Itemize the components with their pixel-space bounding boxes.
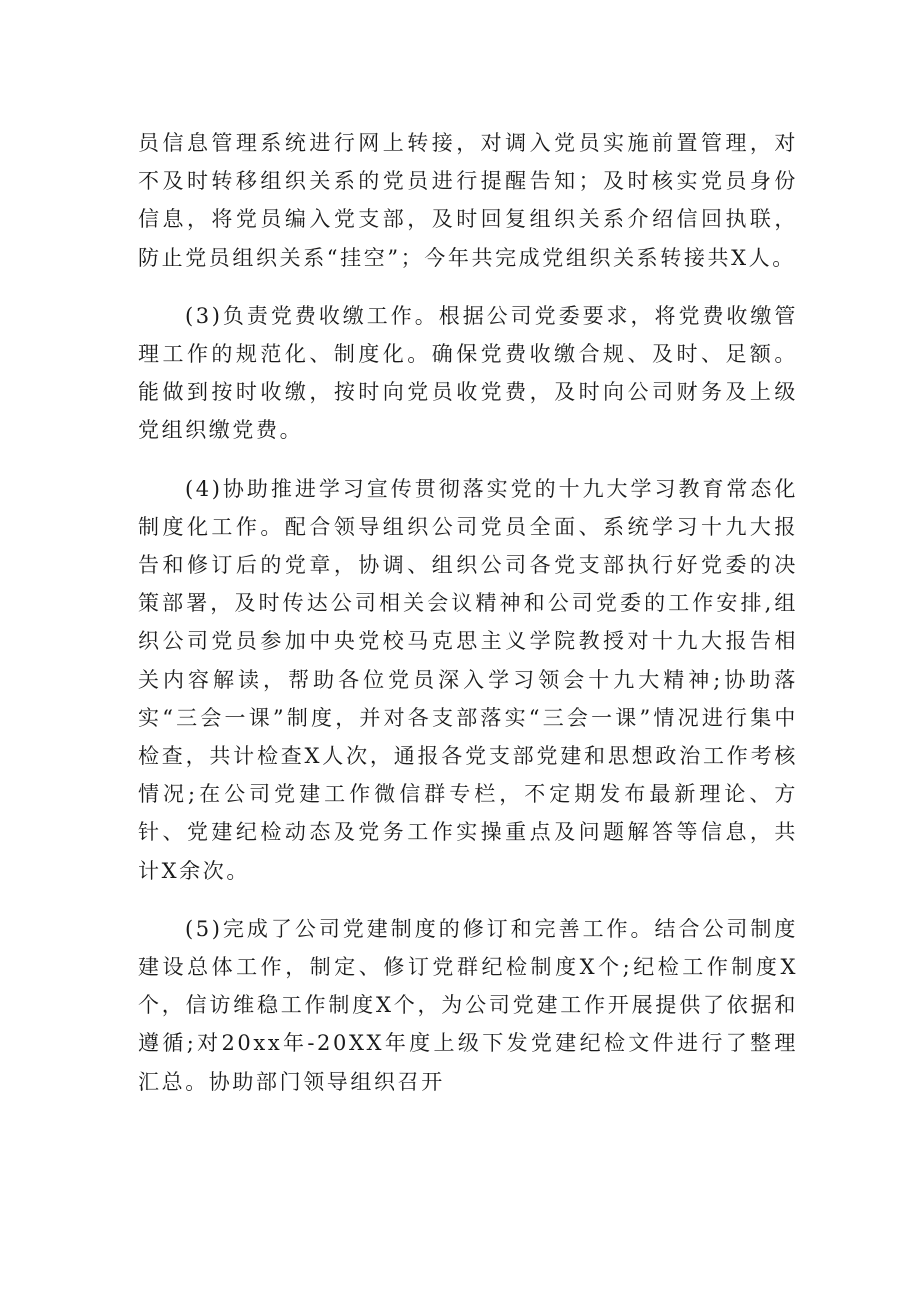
paragraph-item-4: (4)协助推进学习宣传贯彻落实党的十九大学习教育常态化制度化工作。配合领导组织公司党员全面、系统学习十九大报告和修订后的党章，协调、组织公司各党支部执行好党委的决策部署，及时传达公司相关会议精神和公司党委的工作安排,组织公司党员参加中央党校马克思主义学院教授对十九大报告相关内容解读，帮助各位党员深入学习领会十九大精神;协助落实“三会一课”制度，并对各支部落实“三会一课”情况进行集中检查，共计检查X人次，通报各党支部党建和思想政治工作考核情况;在公司党建工作微信群专栏，不定期发布最新理论、方针、党建纪检动态及党务工作实操重点及问题解答等信息，共计X余次。	[138, 476, 798, 883]
paragraph-continued: 员信息管理系统进行网上转接，对调入党员实施前置管理，对不及时转移组织关系的党员进行提醒告知；及时核实党员身份信息，将党员编入党支部，及时回复组织关系介绍信回执联，防止党员组织关系“挂空”；今年共完成党组织关系转接共X人。	[138, 131, 798, 270]
paragraph-item-5: (5)完成了公司党建制度的修订和完善工作。结合公司制度建设总体工作，制定、修订党群纪检制度X个;纪检工作制度X个，信访维稳工作制度X个，为公司党建工作开展提供了依据和遵循;对20xx年-20XX年度上级下发党建纪检文件进行了整理汇总。协助部门领导组织召开	[138, 916, 798, 1094]
document-body	[138, 124, 798, 1101]
paragraph-item-3: (3)负责党费收缴工作。根据公司党委要求，将党费收缴管理工作的规范化、制度化。确保党费收缴合规、及时、足额。能做到按时收缴，按时向党员收党费，及时向公司财务及上级党组织缴党费。	[138, 303, 798, 443]
